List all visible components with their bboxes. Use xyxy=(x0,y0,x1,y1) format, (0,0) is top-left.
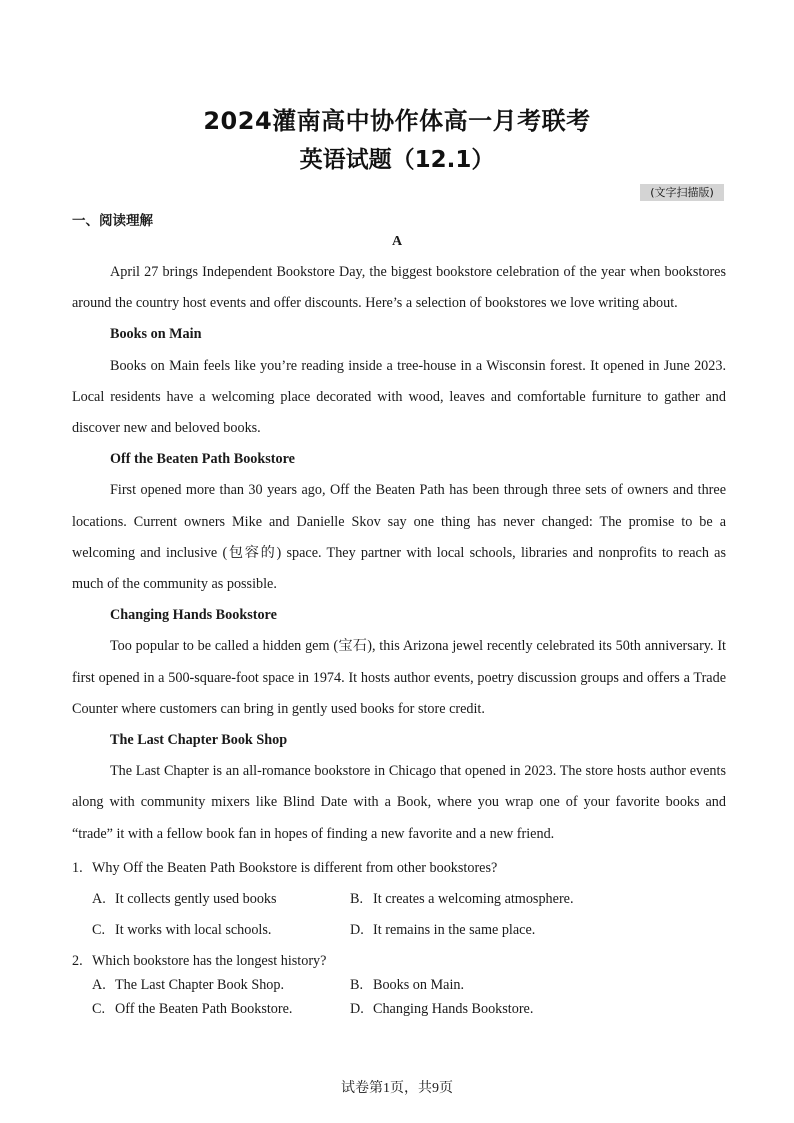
question-stem: Which bookstore has the longest history? xyxy=(92,953,327,969)
intro-paragraph: April 27 brings Independent Bookstore Day, the biggest bookstore celebration of the year when bookstores around the country host events and offer discounts. Here’s a selection of bookstores we love writing about. xyxy=(72,264,726,312)
option-text: It works with local schools. xyxy=(115,922,272,938)
question-2 xyxy=(72,953,326,970)
exam-title: 2024灌南高中协作体高一月考联考 xyxy=(203,107,591,135)
option-letter: C. xyxy=(92,922,106,938)
question-2-option-d[interactable] xyxy=(350,1001,533,1018)
passage-label: A xyxy=(391,234,403,249)
bookstore-heading: Off the Beaten Path Bookstore xyxy=(110,451,295,468)
option-text: It remains in the same place. xyxy=(373,922,536,938)
scan-version-badge: (文字扫描版) xyxy=(640,184,724,201)
question-stem: Why Off the Beaten Path Bookstore is different from other bookstores? xyxy=(92,860,498,876)
passage-paragraph: Books on Main feels like you’re reading inside a tree-house in a Wisconsin forest. It opened in June 2023. Local residents have a welcoming place decorated with wood, leaves and comfortable furniture to gather and discover new and beloved books. xyxy=(72,357,726,437)
question-2-option-c[interactable] xyxy=(92,1001,292,1018)
option-letter: D. xyxy=(350,922,364,938)
page-footer: 试卷第1页，共9页 xyxy=(341,1081,453,1096)
question-1-option-a[interactable] xyxy=(92,891,277,908)
option-letter: D. xyxy=(350,1001,364,1017)
question-number: 1. xyxy=(72,860,83,876)
question-1-option-b[interactable] xyxy=(350,891,574,908)
question-2-option-a[interactable] xyxy=(92,977,284,994)
passage-body xyxy=(72,0,726,850)
question-1 xyxy=(72,860,497,877)
question-1-option-d[interactable] xyxy=(350,922,535,939)
bookstore-heading: Changing Hands Bookstore xyxy=(110,607,277,624)
bookstore-heading: Books on Main xyxy=(110,326,202,343)
bookstore-heading: The Last Chapter Book Shop xyxy=(110,732,288,749)
passage-paragraph: Too popular to be called a hidden gem (宝石), this Arizona jewel recently celebrated its 50th anniversary. It first opened in a 500-square-foot space in 1974. It hosts author events, poetry discussion groups and offers a Trade Counter where customers can bring in gently used books for store credit. xyxy=(72,638,726,717)
option-text: It creates a welcoming atmosphere. xyxy=(373,891,574,907)
option-letter: A. xyxy=(92,891,106,907)
question-number: 2. xyxy=(72,953,83,969)
option-letter: A. xyxy=(92,977,106,993)
passage-paragraph: The Last Chapter is an all-romance bookstore in Chicago that opened in 2023. The store hosts author events along with community mixers like Blind Date with a Book, where you wrap one of your favorite books and “trade” it with a fellow book fan in hopes of finding a new favorite and a new friend. xyxy=(72,763,726,842)
option-text: It collects gently used books xyxy=(115,891,277,907)
option-letter: B. xyxy=(350,891,364,907)
exam-subtitle: 英语试题（12.1） xyxy=(299,147,495,173)
option-text: Changing Hands Bookstore. xyxy=(373,1001,534,1017)
option-text: Books on Main. xyxy=(373,977,465,993)
question-1-option-c[interactable] xyxy=(92,922,271,939)
option-text: The Last Chapter Book Shop. xyxy=(115,977,285,993)
passage-paragraph: First opened more than 30 years ago, Off the Beaten Path has been through three sets of owners and three locations. Current owners Mike and Danielle Skov say one thing has never changed: The promise to be a welcoming and inclusive (包容的) space. They partner with local schools, libraries and nonprofits to reach as much of the community as possible. xyxy=(72,482,726,593)
option-text: Off the Beaten Path Bookstore. xyxy=(115,1001,293,1017)
option-letter: B. xyxy=(350,977,364,993)
section-heading: 一、阅读理解 xyxy=(72,213,153,229)
question-2-option-b[interactable] xyxy=(350,977,464,994)
option-letter: C. xyxy=(92,1001,106,1017)
